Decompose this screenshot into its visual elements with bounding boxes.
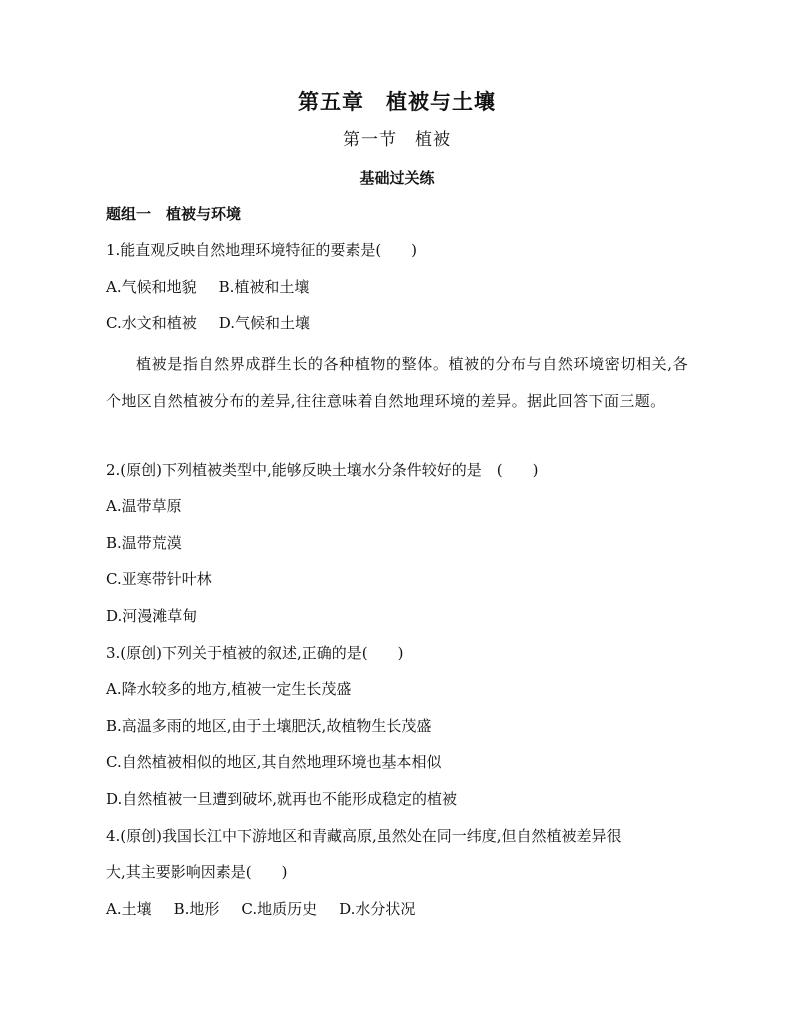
question-4-option-c[interactable]: C.地质历史 [241, 900, 318, 918]
practice-title: 基础过关练 [359, 169, 435, 187]
question-3-option-d[interactable]: D.自然植被一旦遭到破坏,就再也不能形成稳定的植被 [106, 790, 458, 808]
question-1-options-row-2 [106, 313, 310, 333]
question-1-options-row-1 [106, 277, 309, 297]
question-2-stem: 2.(原创)下列植被类型中,能够反映土壤水分条件较好的是 ( ) [106, 461, 539, 479]
question-1-option-a[interactable]: A.气候和地貌 [106, 278, 197, 296]
question-3-option-b[interactable]: B.高温多雨的地区,由于土壤肥沃,故植物生长茂盛 [106, 717, 432, 735]
question-2-option-b[interactable]: B.温带荒漠 [106, 534, 182, 552]
question-4-stem-line-2: 大,其主要影响因素是( ) [106, 863, 288, 881]
question-2-option-a[interactable]: A.温带草原 [106, 497, 182, 515]
question-4-options-row [106, 899, 415, 919]
question-3-stem: 3.(原创)下列关于植被的叙述,正确的是( ) [106, 644, 404, 662]
question-4-option-b[interactable]: B.地形 [173, 900, 220, 918]
question-4-option-a[interactable]: A.土壤 [106, 900, 152, 918]
question-4-option-d[interactable]: D.水分状况 [339, 900, 416, 918]
question-2-option-d[interactable]: D.河漫滩草甸 [106, 607, 198, 625]
chapter-title: 第五章 植被与土壤 [298, 89, 496, 114]
question-3-option-c[interactable]: C.自然植被相似的地区,其自然地理环境也基本相似 [106, 753, 442, 771]
question-1-option-b[interactable]: B.植被和土壤 [218, 278, 310, 296]
question-4-stem-line-1: 4.(原创)我国长江中下游地区和青藏高原,虽然处在同一纬度,但自然植被差异很 [106, 827, 622, 845]
section-title: 第一节 植被 [343, 130, 451, 150]
question-1-option-c[interactable]: C.水文和植被 [106, 314, 197, 332]
question-2-option-c[interactable]: C.亚寒带针叶林 [106, 570, 212, 588]
question-group-title: 题组一 植被与环境 [106, 205, 242, 223]
reading-passage: 植被是指自然界成群生长的各种植物的整体。植被的分布与自然环境密切相关,各个地区自然植被分布的差异,往往意味着自然地理环境的差异。据此回答下面三题。 [106, 355, 688, 410]
question-3-option-a[interactable]: A.降水较多的地方,植被一定生长茂盛 [106, 680, 352, 698]
question-1-option-d[interactable]: D.气候和土壤 [218, 314, 310, 332]
question-1-stem: 1.能直观反映自然地理环境特征的要素是( ) [106, 241, 418, 259]
